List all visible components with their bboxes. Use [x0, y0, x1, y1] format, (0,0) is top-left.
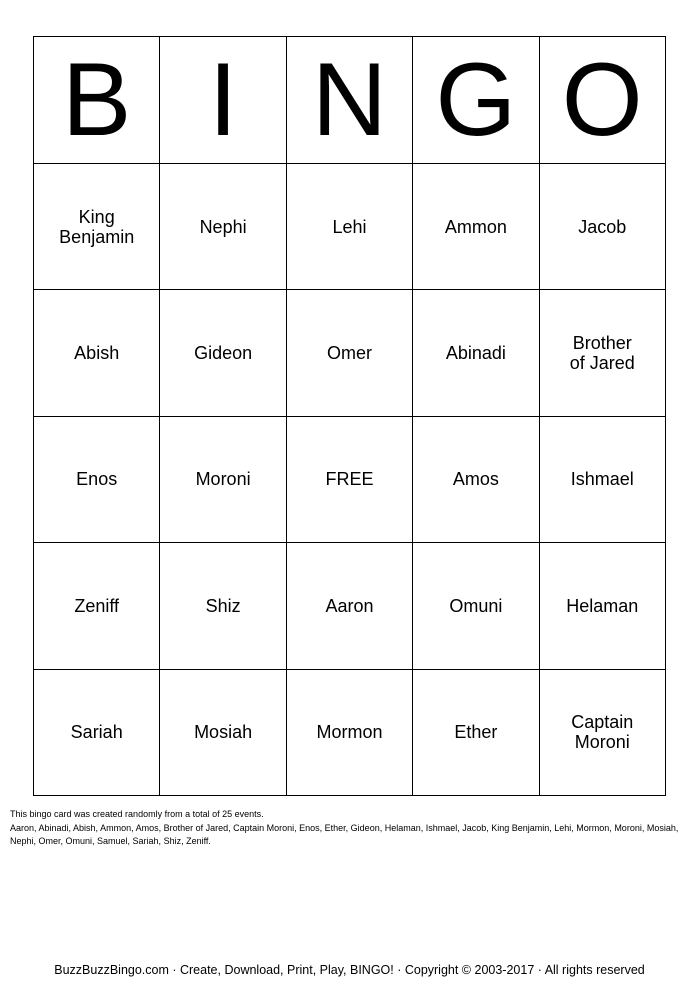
cell-label: Omer: [326, 343, 372, 364]
free-label: FREE: [325, 469, 374, 490]
bingo-cell: [287, 290, 413, 416]
bingo-cell: [160, 290, 286, 416]
cell-label: Aaron: [325, 595, 374, 616]
cell-label: Ammon: [444, 216, 507, 237]
bingo-row: [34, 417, 666, 543]
cell-label: Mormon: [316, 722, 383, 743]
header-letter: N: [311, 42, 388, 158]
bingo-cell: [413, 670, 539, 796]
bingo-card: [33, 36, 666, 796]
bingo-cell: [540, 670, 666, 796]
free-cell: [287, 417, 413, 543]
header-cell-i: [160, 37, 286, 164]
bingo-row: [34, 543, 666, 669]
bingo-cell: [287, 164, 413, 290]
cell-label: Abish: [74, 343, 120, 364]
header-cell-o: [540, 37, 666, 164]
cell-label: Brother of Jared: [569, 333, 635, 374]
cell-label: Ishmael: [570, 469, 634, 490]
bingo-cell: [540, 543, 666, 669]
cell-label: Ether: [454, 722, 498, 743]
bingo-cell: [540, 290, 666, 416]
cell-label: Lehi: [332, 216, 367, 237]
header-letter: O: [561, 42, 643, 158]
bingo-cell: [287, 543, 413, 669]
bingo-cell: [413, 417, 539, 543]
cell-label: Zeniff: [74, 595, 120, 616]
page-footer: BuzzBuzzBingo.com · Create, Download, Print, Play, BINGO! · Copyright © 2003-2017 · All rights reserved: [54, 963, 645, 977]
cell-label: Amos: [452, 469, 499, 490]
header-cell-g: [413, 37, 539, 164]
bingo-cell: [413, 164, 539, 290]
bingo-cell: [413, 543, 539, 669]
bingo-cell: [160, 670, 286, 796]
bingo-cell: [413, 290, 539, 416]
cell-label: Shiz: [205, 595, 241, 616]
cell-label: Sariah: [70, 722, 123, 743]
bingo-cell: [34, 290, 160, 416]
bingo-cell: [160, 417, 286, 543]
cell-label: Nephi: [199, 216, 247, 237]
header-letter: B: [62, 42, 132, 158]
bingo-cell: [540, 417, 666, 543]
cell-label: Abinadi: [445, 343, 506, 364]
cell-label: Helaman: [566, 595, 639, 616]
cell-label: Jacob: [578, 216, 627, 237]
header-cell-n: [287, 37, 413, 164]
bingo-row: [34, 290, 666, 416]
header-cell-b: [34, 37, 160, 164]
cell-label: King Benjamin: [59, 206, 135, 247]
bingo-row: [34, 670, 666, 796]
bingo-cell: [540, 164, 666, 290]
cell-label: Omuni: [449, 595, 503, 616]
header-letter: I: [208, 42, 238, 158]
cell-label: Moroni: [195, 469, 251, 490]
header-letter: G: [435, 42, 517, 158]
card-info-summary: This bingo card was created randomly from a total of 25 events.: [10, 809, 264, 819]
bingo-cell: [34, 417, 160, 543]
bingo-header-row: [34, 37, 666, 164]
card-info-event-list: Aaron, Abinadi, Abish, Ammon, Amos, Brother of Jared, Captain Moroni, Enos, Ether, Gideon, Helaman, Ishmael, Jacob, King Benjamin, Lehi, Mormon, Moroni, Mosiah, Nephi, Omer, Omuni, Samuel, Sariah, Shiz, Zeniff.: [10, 822, 679, 846]
bingo-cell: [34, 543, 160, 669]
cell-label: Enos: [76, 469, 118, 490]
bingo-row: [34, 164, 666, 290]
cell-label: Captain Moroni: [571, 712, 634, 753]
cell-label: Mosiah: [194, 722, 253, 743]
bingo-cell: [160, 164, 286, 290]
cell-label: Gideon: [194, 343, 253, 364]
bingo-cell: [287, 670, 413, 796]
bingo-cell: [34, 670, 160, 796]
bingo-cell: [34, 164, 160, 290]
card-info: [10, 808, 690, 849]
bingo-cell: [160, 543, 286, 669]
